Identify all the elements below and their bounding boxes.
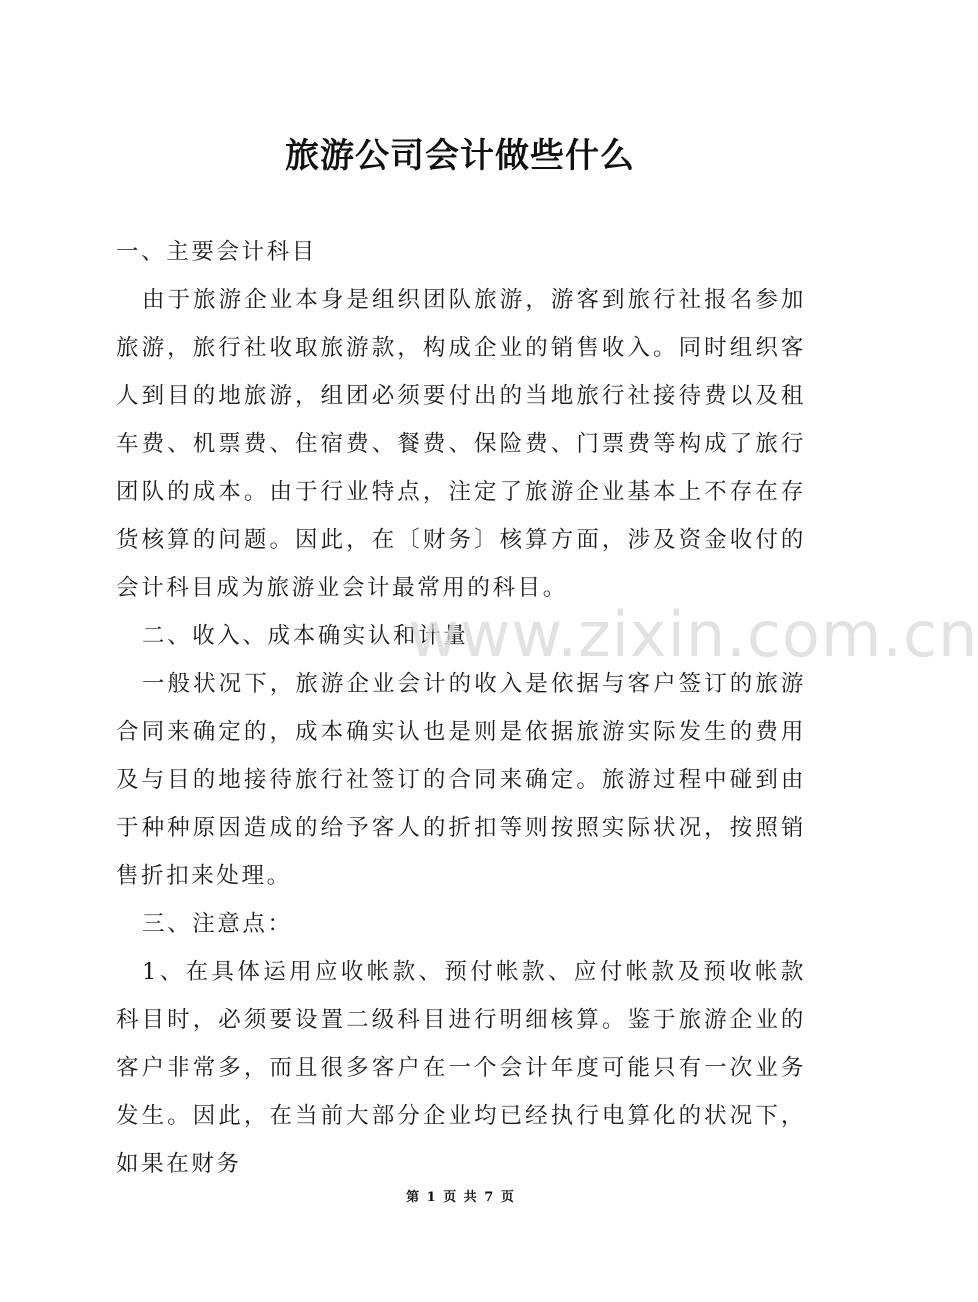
- document-title: 旅游公司会计做些什么: [285, 136, 635, 176]
- section-heading-3: 三、注意点：: [142, 911, 293, 937]
- paragraph-2: 一般状况下，旅游企业会计的收入是依据与客户签订的旅游合同来确定的，成本确实认也是则是依据旅游实际发生的费用及与目的地接待旅行社签订的合同来确定。旅游过程中碰到由于种种原因造成的给予客人的折扣等则按照实际状况，按照销售折扣来处理。: [116, 671, 806, 889]
- page-number-footer: 第 1 页 共 7 页: [406, 1190, 514, 1205]
- document-body: [116, 228, 806, 1188]
- paragraph-3: 1、在具体运用应收帐款、预付帐款、应付帐款及预收帐款科目时，必须要设置二级科目进行明细核算。鉴于旅游企业的客户非常多，而且很多客户在一个会计年度可能只有一次业务发生。因此，在当前大部分企业均已经执行电算化的状况下，如果在财务: [116, 959, 806, 1177]
- section-heading-2: 二、收入、成本确实认和计量: [142, 623, 469, 649]
- watermark: www.zixin.com.cn: [408, 598, 978, 671]
- section-heading-1: 一、主要会计科目: [116, 239, 317, 265]
- paragraph-1: 由于旅游企业本身是组织团队旅游，游客到旅行社报名参加旅游，旅行社收取旅游款，构成企业的销售收入。同时组织客人到目的地旅游，组团必须要付出的当地旅行社接待费以及租车费、机票费、住宿费、餐费、保险费、门票费等构成了旅行团队的成本。由于行业特点，注定了旅游企业基本上不存在存货核算的问题。因此，在〔财务〕核算方面，涉及资金收付的会计科目成为旅游业会计最常用的科目。: [116, 287, 806, 601]
